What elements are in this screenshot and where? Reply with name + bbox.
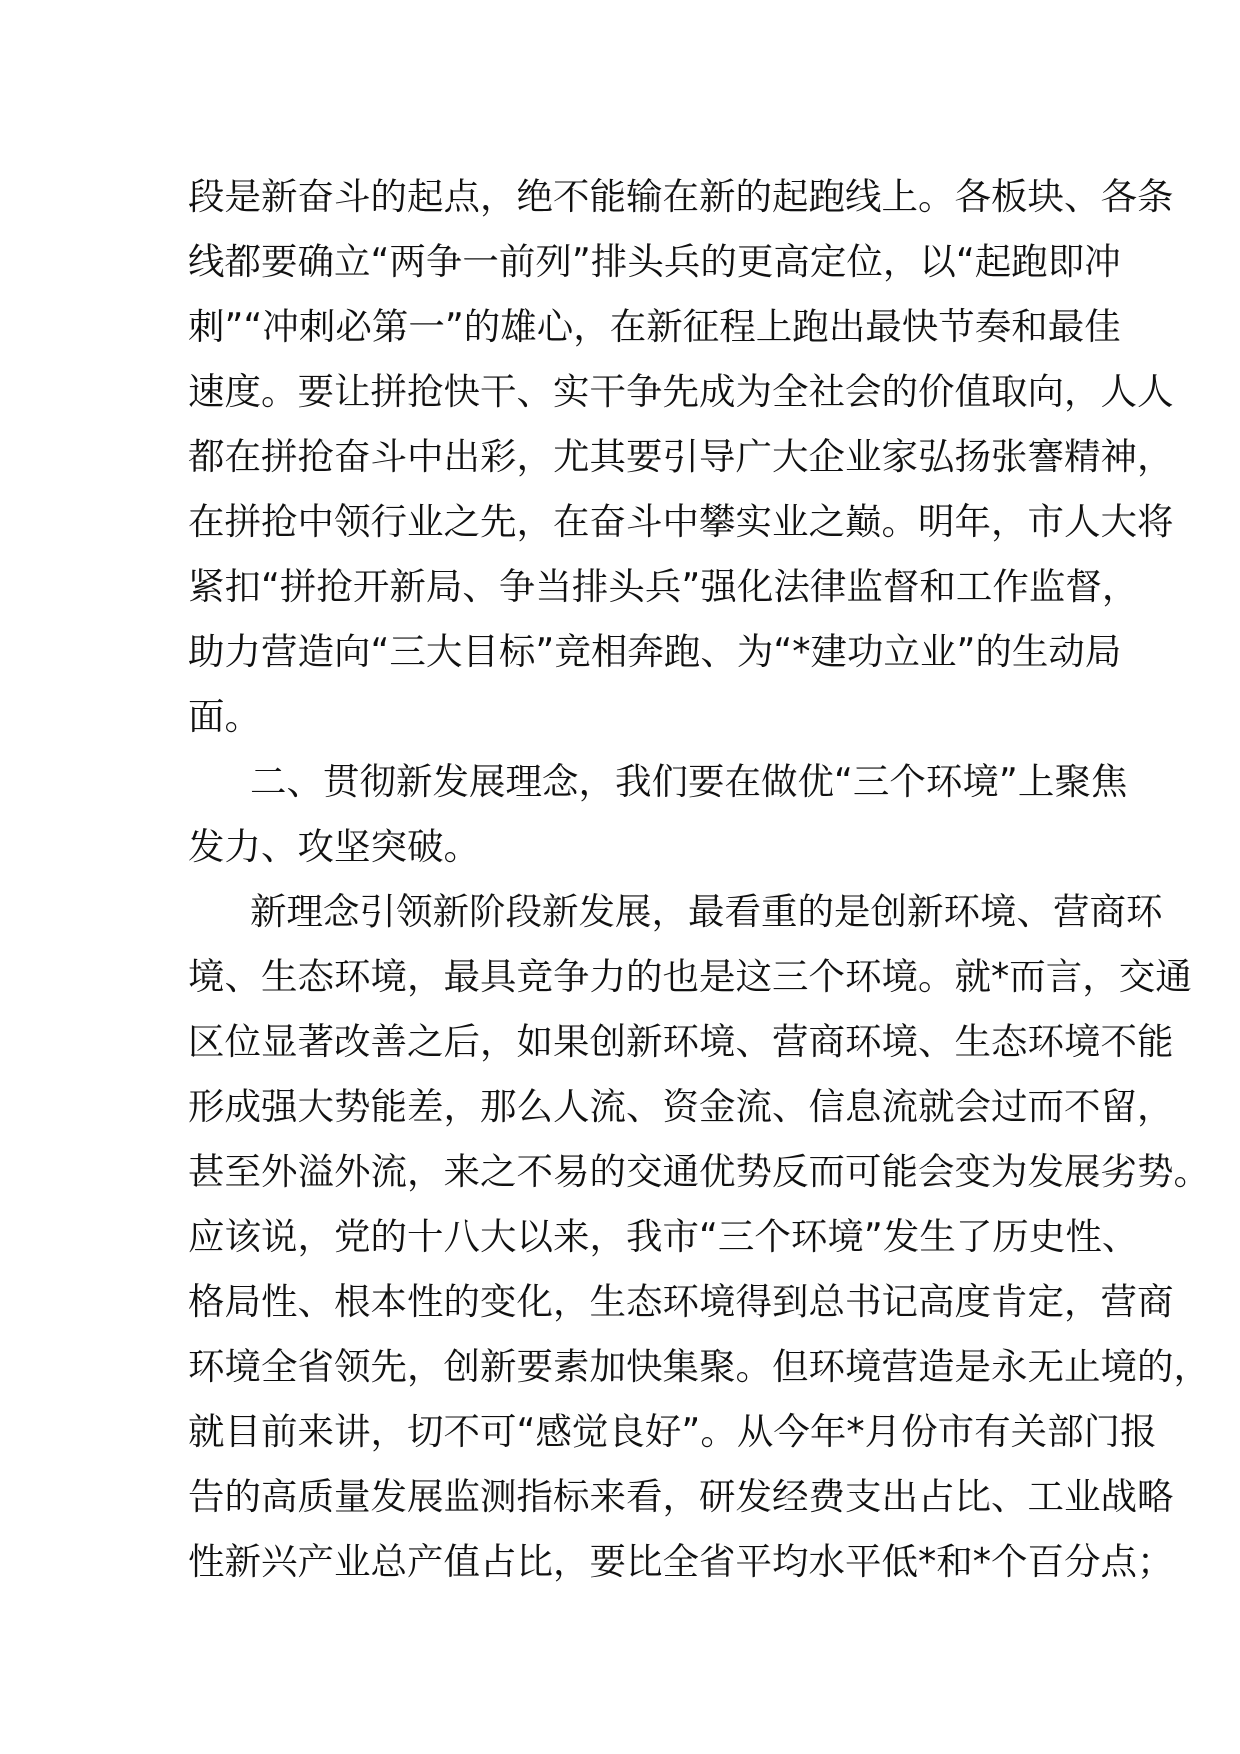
text-line: 面。 (188, 695, 261, 738)
text-line: 性新兴产业总产值占比，要比全省平均水平低*和*个百分点； (188, 1540, 1174, 1583)
text-line: 线都要确立“两争一前列”排头兵的更高定位，以“起跑即冲 (188, 240, 1121, 283)
text-line: 境、生态环境，最具竞争力的也是这三个环境。就*而言，交通 (188, 955, 1192, 998)
text-line: 刺”“冲刺必第一”的雄心，在新征程上跑出最快节奏和最佳 (188, 305, 1121, 348)
text-line: 告的高质量发展监测指标来看，研发经费支出占比、工业战略 (188, 1475, 1174, 1518)
section-heading-line: 发力、攻坚突破。 (188, 825, 480, 868)
section-heading-line: 二、贯彻新发展理念，我们要在做优“三个环境”上聚焦 (250, 760, 1128, 803)
text-line: 环境全省领先，创新要素加快集聚。但环境营造是永无止境的， (188, 1345, 1210, 1388)
text-line: 就目前来讲，切不可“感觉良好”。从今年*月份市有关部门报 (188, 1410, 1157, 1453)
text-line: 格局性、根本性的变化，生态环境得到总书记高度肯定，营商 (188, 1280, 1174, 1323)
text-line: 助力营造向“三大目标”竞相奔跑、为“*建功立业”的生动局 (188, 630, 1122, 673)
text-line: 都在拼抢奋斗中出彩，尤其要引导广大企业家弘扬张謇精神， (188, 435, 1174, 478)
text-line: 紧扣“拼抢开新局、争当排头兵”强化法律监督和工作监督， (188, 565, 1139, 608)
text-line: 甚至外溢外流，来之不易的交通优势反而可能会变为发展劣势。 (188, 1150, 1210, 1193)
document-body (188, 164, 1210, 1594)
text-line: 在拼抢中领行业之先，在奋斗中攀实业之巅。明年，市人大将 (188, 500, 1174, 543)
text-line: 段是新奋斗的起点，绝不能输在新的起跑线上。各板块、各条 (188, 175, 1174, 218)
text-line: 速度。要让拼抢快干、实干争先成为全社会的价值取向，人人 (188, 370, 1174, 413)
text-line: 新理念引领新阶段新发展，最看重的是创新环境、营商环 (250, 890, 1163, 933)
text-line: 形成强大势能差，那么人流、资金流、信息流就会过而不留， (188, 1085, 1174, 1128)
text-line: 应该说，党的十八大以来，我市“三个环境”发生了历史性、 (188, 1215, 1139, 1258)
text-line: 区位显著改善之后，如果创新环境、营商环境、生态环境不能 (188, 1020, 1174, 1063)
